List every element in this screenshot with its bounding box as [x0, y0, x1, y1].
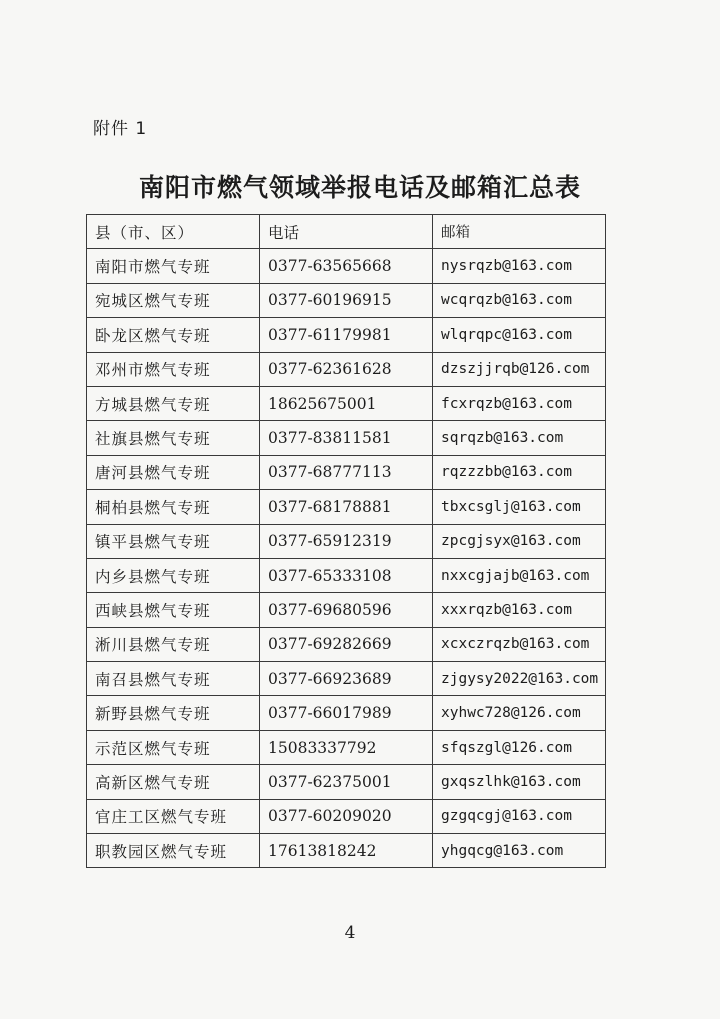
email-cell: fcxrqzb@163.com — [433, 386, 606, 420]
district-cell: 方城县燃气专班 — [87, 386, 260, 420]
phone-cell: 18625675001 — [260, 386, 433, 420]
district-cell: 镇平县燃气专班 — [87, 524, 260, 558]
phone-cell: 0377-60209020 — [260, 799, 433, 833]
email-cell: xyhwc728@126.com — [433, 696, 606, 730]
phone-cell: 0377-69680596 — [260, 593, 433, 627]
table-row — [87, 799, 606, 833]
phone-cell: 0377-63565668 — [260, 249, 433, 283]
phone-cell: 0377-60196915 — [260, 283, 433, 317]
header-district: 县（市、区） — [87, 215, 260, 249]
header-phone: 电话 — [260, 215, 433, 249]
district-cell: 高新区燃气专班 — [87, 765, 260, 799]
phone-cell: 0377-62375001 — [260, 765, 433, 799]
district-cell: 西峡县燃气专班 — [87, 593, 260, 627]
table-row — [87, 318, 606, 352]
district-cell: 内乡县燃气专班 — [87, 558, 260, 592]
email-cell: dzszjjrqb@126.com — [433, 352, 606, 386]
table-row — [87, 386, 606, 420]
page-number: 4 — [344, 923, 356, 943]
district-cell: 唐河县燃气专班 — [87, 455, 260, 489]
phone-cell: 0377-65912319 — [260, 524, 433, 558]
document-title: 南阳市燃气领域举报电话及邮箱汇总表 — [138, 173, 581, 202]
email-cell: xcxczrqzb@163.com — [433, 627, 606, 661]
phone-cell: 0377-83811581 — [260, 421, 433, 455]
email-cell: sfqszgl@126.com — [433, 730, 606, 764]
district-cell: 新野县燃气专班 — [87, 696, 260, 730]
table-row — [87, 524, 606, 558]
table-row — [87, 455, 606, 489]
phone-cell: 0377-66923689 — [260, 662, 433, 696]
district-cell: 桐柏县燃气专班 — [87, 490, 260, 524]
district-cell: 卧龙区燃气专班 — [87, 318, 260, 352]
email-cell: rqzzzbb@163.com — [433, 455, 606, 489]
district-cell: 南阳市燃气专班 — [87, 249, 260, 283]
table-row — [87, 730, 606, 764]
district-cell: 社旗县燃气专班 — [87, 421, 260, 455]
email-cell: wcqrqzb@163.com — [433, 283, 606, 317]
contact-table — [86, 214, 606, 868]
phone-cell: 0377-68178881 — [260, 490, 433, 524]
table-row — [87, 627, 606, 661]
phone-cell: 0377-66017989 — [260, 696, 433, 730]
email-cell: yhgqcg@163.com — [433, 834, 606, 868]
email-cell: nysrqzb@163.com — [433, 249, 606, 283]
email-cell: zpcgjsyx@163.com — [433, 524, 606, 558]
district-cell: 职教园区燃气专班 — [87, 834, 260, 868]
table-row — [87, 765, 606, 799]
phone-cell: 0377-62361628 — [260, 352, 433, 386]
district-cell: 南召县燃气专班 — [87, 662, 260, 696]
table-row — [87, 696, 606, 730]
phone-cell: 0377-68777113 — [260, 455, 433, 489]
district-cell: 淅川县燃气专班 — [87, 627, 260, 661]
email-cell: zjgysy2022@163.com — [433, 662, 606, 696]
phone-cell: 0377-65333108 — [260, 558, 433, 592]
table-row — [87, 490, 606, 524]
phone-cell: 0377-61179981 — [260, 318, 433, 352]
table-row — [87, 283, 606, 317]
email-cell: gzgqcgj@163.com — [433, 799, 606, 833]
email-cell: xxxrqzb@163.com — [433, 593, 606, 627]
table-row — [87, 249, 606, 283]
table-row — [87, 662, 606, 696]
table-header-row — [87, 215, 606, 249]
district-cell: 示范区燃气专班 — [87, 730, 260, 764]
table-row — [87, 352, 606, 386]
table-row — [87, 558, 606, 592]
table-row — [87, 834, 606, 868]
attachment-label: 附件 1 — [93, 119, 148, 139]
table-row — [87, 421, 606, 455]
district-cell: 官庄工区燃气专班 — [87, 799, 260, 833]
district-cell: 宛城区燃气专班 — [87, 283, 260, 317]
email-cell: gxqszlhk@163.com — [433, 765, 606, 799]
email-cell: nxxcgjajb@163.com — [433, 558, 606, 592]
email-cell: tbxcsglj@163.com — [433, 490, 606, 524]
phone-cell: 15083337792 — [260, 730, 433, 764]
phone-cell: 0377-69282669 — [260, 627, 433, 661]
header-email: 邮箱 — [433, 215, 606, 249]
email-cell: sqrqzb@163.com — [433, 421, 606, 455]
phone-cell: 17613818242 — [260, 834, 433, 868]
email-cell: wlqrqpc@163.com — [433, 318, 606, 352]
table-row — [87, 593, 606, 627]
district-cell: 邓州市燃气专班 — [87, 352, 260, 386]
